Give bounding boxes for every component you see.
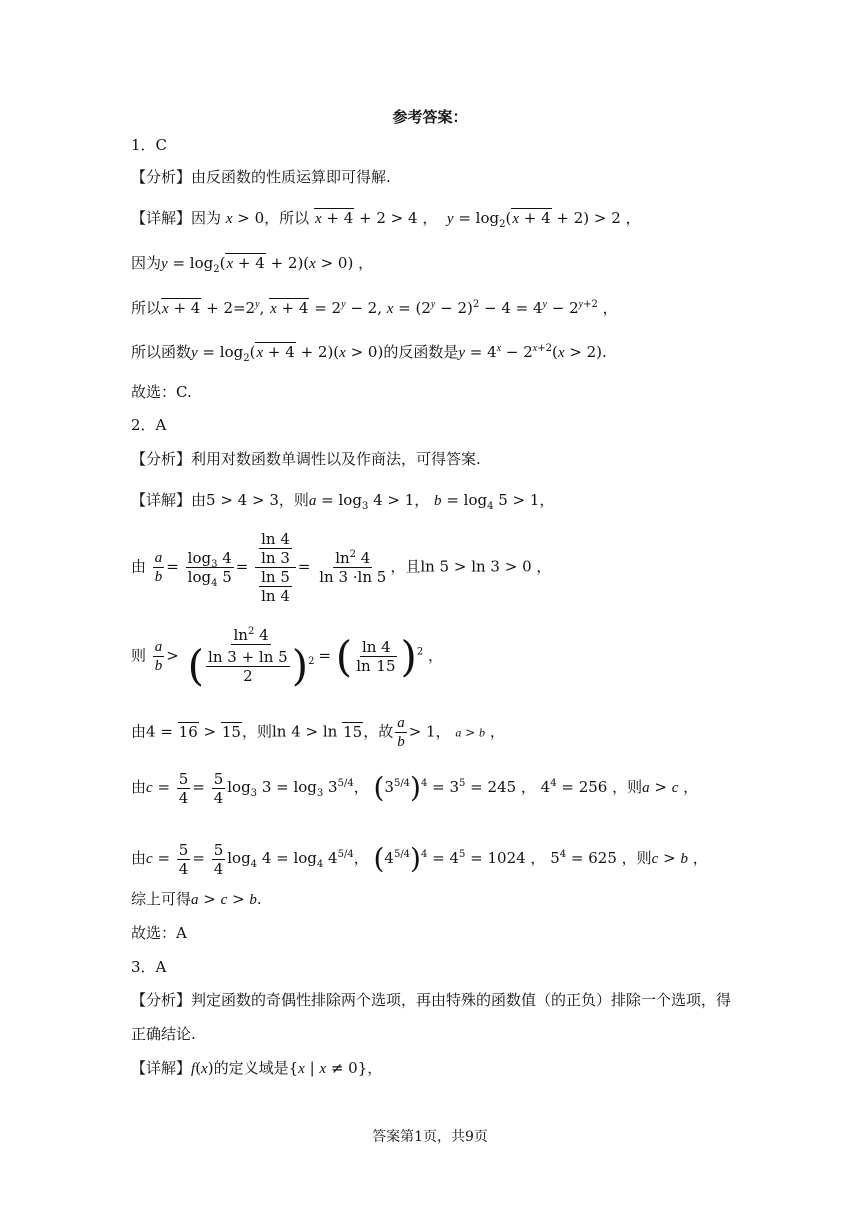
q1-detail-line2: 因为$y = \log_2(x + 4 + 2)(x > 0)$ ， — [131, 254, 374, 275]
q1-detail-line3: 所以$x + 4 + 2=2^y$, $x + 4 = 2^y - 2$, $x = (2^y - 2)^2 - 4 = 4^y - 2^{y+2}$ ， — [131, 299, 618, 317]
q2-l2-suffix: ，且 — [390, 557, 421, 576]
q2-l3-prefix: 则 — [131, 646, 147, 665]
q2-detail-line6: 由c = $\frac{5}{4}$ = $\frac{5}{4}$ $\log_4 4 = \log_4 4^{5/4}$， $(4^{5/4})^4 = 4^5 = 1024$ ， $5^4 = 625$ ，则c > b ， — [131, 840, 708, 878]
q3-detail-label: 【详解】 — [131, 1059, 192, 1077]
q3-analysis-line2: 正确结论. — [131, 1025, 196, 1043]
q2-detail-line3: 则 $\frac{a}{b}$ > $\ln^2 4$ ( $\frac{\ln 3 + \ln 5}{2}$ )$^2$ = ( $\frac{\ln 4}{\ln 15}$ )$^2$ ， — [131, 626, 444, 690]
q2-detail-line1: 【详解】由5 > 4 > 3，则$a = \log_3 4 > 1$， $b = \log_4 5 > 1$， — [131, 491, 555, 512]
q2-analysis-label: 【分析】 — [131, 450, 192, 468]
q1-detail-prefix: 因为 — [191, 209, 222, 227]
q1-detail-label: 【详解】 — [131, 209, 192, 227]
q2-summary-prefix: 综上可得 — [131, 890, 192, 908]
q2-detail-line5: 由c = $\frac{5}{4}$ = $\frac{5}{4}$ $\log_3 3 = \log_3 3^{5/4}$， $(3^{5/4})^4 = 3^5 = 245$ ， $4^4 = 256$ ，则a > c ， — [131, 769, 699, 807]
q1-answer: 1．C — [131, 136, 168, 154]
q2-l5-then: ，则 — [612, 778, 643, 796]
q1-choice: 故选：C. — [131, 383, 192, 401]
q1-detail-line4: 所以函数$y = \log_2(x + 4 + 2)(x > 0)$的反函数是$y = 4^x - 2^{x+2}(x > 2)$. — [131, 343, 607, 364]
q2-l6-prefix: 由 — [131, 849, 147, 867]
q3-answer: 3．A — [131, 958, 167, 976]
q3-analysis-line1 — [131, 989, 731, 1011]
q2-detail-prefix: 由 — [191, 491, 207, 509]
q2-choice: 故选：A — [131, 924, 187, 942]
q2-l4-prefix: 由 — [131, 722, 147, 741]
q2-detail-line4: 由4 = 16 > 15，则ln 4 > ln 15，故 $\frac{a}{b}$ > 1， a > b ， — [131, 715, 505, 750]
q3-detail-mid: 的定义域是 — [213, 1059, 289, 1077]
q3-analysis-text1: 判定函数的奇偶性排除两个选项，再由特殊的函数值（的正负）排除一个选项，得 — [191, 991, 732, 1009]
q1-line3-prefix: 所以 — [131, 299, 162, 317]
q2-l6-then: ，则 — [621, 849, 652, 867]
q1-line2-prefix: 因为 — [131, 254, 162, 272]
q2-l2-prefix: 由 — [131, 557, 147, 576]
page-footer: 答案第1页，共9页 — [372, 1129, 488, 1145]
q1-analysis-label: 【分析】 — [131, 168, 192, 186]
q1-line4-mid: 的反函数是 — [383, 343, 459, 361]
q2-l4-so: ，故 — [363, 722, 394, 741]
q2-l5-prefix: 由 — [131, 778, 147, 796]
q2-l4-then: ，则 — [241, 722, 272, 741]
q2-detail-label: 【详解】 — [131, 491, 192, 509]
q1-line4-prefix: 所以函数 — [131, 343, 192, 361]
q2-detail-mid: ，则 — [278, 491, 309, 509]
q1-detail-line1: 【详解】因为 x > 0，所以 x + 4 + 2 > 4 ， $y = \log_2(x + 4 + 2) > 2$ ， — [131, 209, 641, 230]
q1-analysis — [131, 166, 391, 188]
q3-analysis-label: 【分析】 — [131, 991, 192, 1009]
q2-analysis — [131, 448, 481, 470]
q1-analysis-text: 由反函数的性质运算即可得解. — [191, 168, 391, 186]
q1-detail-mid: ，所以 — [264, 209, 310, 227]
q2-detail-line2: 由 $\frac{a}{b}$ = $\frac{\log_3 4}{\log_4 5}$ = $\frac{\frac{\ln 4}{\ln 3}}{\frac{\ln 5}{\ln 4}}$ = $\frac{\ln^2 4}{\ln 3 \cdot\ln 5}$ ，且ln 5 > ln 3 > 0 ， — [131, 530, 552, 605]
q2-summary: 综上可得a > c > b. — [131, 890, 262, 908]
page-title: 参考答案： — [392, 108, 468, 126]
q3-detail-line1: 【详解】f(x)的定义域是{x | x ≠ 0}， — [131, 1059, 383, 1077]
q2-answer: 2．A — [131, 416, 167, 434]
q2-analysis-text: 利用对数函数单调性以及作商法，可得答案. — [191, 450, 481, 468]
